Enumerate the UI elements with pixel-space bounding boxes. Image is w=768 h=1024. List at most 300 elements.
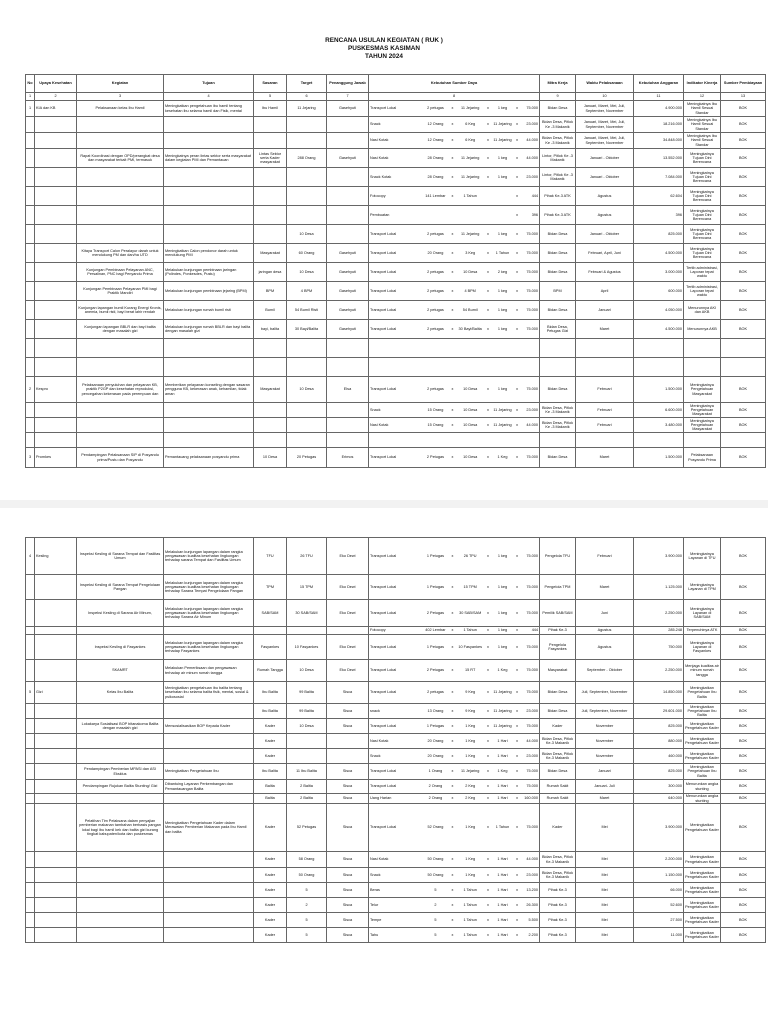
resource-qty-3: 1 keg bbox=[497, 106, 508, 111]
cell-target bbox=[287, 339, 327, 358]
cell-kegiatan bbox=[77, 913, 164, 928]
multiply-sign: x bbox=[451, 917, 454, 922]
multiply-sign: x bbox=[451, 753, 454, 758]
cell-upaya bbox=[35, 734, 77, 749]
cell-upaya bbox=[35, 627, 77, 635]
cell-indikator: Meningkatnya Layanan di SAB/SAM bbox=[684, 600, 721, 627]
cell-mitra-kerja: Bidan Desa, Pitlok Ke -3 Makanik bbox=[540, 117, 576, 133]
resource-item: Transport Lokal bbox=[370, 769, 397, 774]
cell-target: 10 Desa bbox=[287, 263, 327, 282]
table-row bbox=[26, 627, 766, 635]
multiply-sign: x bbox=[486, 422, 489, 427]
cell-target: 15 TPM bbox=[287, 575, 327, 600]
table-row bbox=[26, 913, 766, 928]
cell-indikator bbox=[684, 433, 721, 448]
column-header: Indikator Kinerja bbox=[684, 75, 721, 93]
table-row bbox=[26, 734, 766, 749]
table-row bbox=[26, 794, 766, 804]
cell-target: 10 Desa bbox=[287, 377, 327, 403]
cell-tujuan: Meningkatkan pengetahuan ibu hamil tentang kesehatan ibu selama hamil dan Fisik, mental bbox=[164, 101, 254, 117]
cell-waktu bbox=[576, 339, 634, 358]
column-header: Penanggung Jawab bbox=[327, 75, 369, 93]
resource-qty-1: 1 Petugas bbox=[426, 644, 444, 649]
resource-item: Transport Lokal bbox=[370, 288, 397, 293]
cell-mitra-kerja: Bidan Desa bbox=[540, 682, 576, 704]
cell-anggaran: 6.600.000 bbox=[634, 403, 684, 418]
cell-penanggung-jawab: Sisca bbox=[327, 928, 369, 943]
cell-indikator: Menurunnya AKB bbox=[684, 320, 721, 339]
table-row bbox=[26, 377, 766, 403]
cell-penanggung-jawab: Eko Dewi bbox=[327, 635, 369, 660]
resource-qty-1: 28 Orang bbox=[427, 155, 444, 160]
resource-qty-2: 1 Keg bbox=[465, 723, 476, 728]
cell-anggaran: 2.250.000 bbox=[634, 660, 684, 682]
cell-tujuan bbox=[164, 187, 254, 206]
document-subtitle-year: TAHUN 2024 bbox=[365, 53, 403, 60]
cell-tujuan: Meningkatkan Pengetahuan Ibu bbox=[164, 764, 254, 780]
cell-no bbox=[26, 804, 35, 852]
resource-qty-3: 1 keg bbox=[497, 155, 508, 160]
cell-no bbox=[26, 358, 35, 377]
multiply-sign: x bbox=[451, 784, 454, 789]
resource-breakdown bbox=[370, 270, 538, 274]
cell-upaya bbox=[35, 320, 77, 339]
multiply-sign: x bbox=[486, 138, 489, 143]
cell-target: 20 Petugas bbox=[287, 448, 327, 468]
cell-tujuan bbox=[164, 206, 254, 225]
cell-anggaran: 27.500 bbox=[634, 913, 684, 928]
column-number: 4 bbox=[164, 93, 254, 101]
resource-qty-1: 2 Petugas bbox=[426, 610, 444, 615]
resource-unit-cost: 75.000 bbox=[526, 307, 539, 312]
resource-unit-cost: 75.000 bbox=[526, 250, 539, 255]
cell-sasaran: TFU bbox=[254, 538, 287, 575]
resource-qty-3: 1 keg bbox=[497, 387, 508, 392]
resource-item: Fotocopy bbox=[370, 628, 386, 633]
cell-mitra-kerja: Lintor, Pitlok Ke -3 Makanik bbox=[540, 168, 576, 187]
cell-sasaran bbox=[254, 133, 287, 149]
cell-penanggung-jawab bbox=[327, 117, 369, 133]
resource-breakdown bbox=[370, 709, 538, 713]
cell-waktu: Mei bbox=[576, 913, 634, 928]
cell-mitra-kerja: Bidan Desa bbox=[540, 101, 576, 117]
cell-kegiatan: Inspeksi Kesling di Sarana Air Minum, bbox=[77, 600, 164, 627]
resource-qty-3: 1 Hari bbox=[497, 857, 508, 862]
cell-kebutuhan-sumber-daya bbox=[369, 868, 540, 883]
multiply-sign: x bbox=[486, 857, 489, 862]
cell-kegiatan bbox=[77, 433, 164, 448]
cell-tujuan: Melakukan kunjungan lapangan dalam rangka pengawasan kualitas kesehatan lingkungan terhadap Fasyankes bbox=[164, 635, 254, 660]
resource-qty-3: 1 Hari bbox=[497, 887, 508, 892]
cell-anggaran: 29.601.000 bbox=[634, 704, 684, 719]
resource-qty-3: 11 Jejaring bbox=[493, 708, 512, 713]
cell-tujuan: Meningkatkan Calon pendonor darah untuk mendukung PMI bbox=[164, 244, 254, 263]
cell-sasaran: Masyarakat bbox=[254, 244, 287, 263]
cell-upaya: Promkes bbox=[35, 448, 77, 468]
resource-qty-3: 1 Hari bbox=[497, 917, 508, 922]
cell-kegiatan bbox=[77, 358, 164, 377]
cell-no bbox=[26, 187, 35, 206]
resource-item: Transport Lokal bbox=[370, 690, 397, 695]
resource-qty-2: 1 Keg bbox=[465, 857, 476, 862]
cell-sasaran: Bumil bbox=[254, 301, 287, 320]
cell-kebutuhan-sumber-daya bbox=[369, 206, 540, 225]
multiply-sign: x bbox=[516, 610, 518, 615]
cell-target bbox=[287, 433, 327, 448]
resource-item: Transport Lokal bbox=[370, 106, 397, 111]
cell-no bbox=[26, 794, 35, 804]
document-subtitle-puskesmas: PUSKESMAS KASIMAN bbox=[347, 45, 421, 52]
cell-sumber: BOK bbox=[721, 377, 766, 403]
cell-waktu bbox=[576, 358, 634, 377]
cell-waktu: Januari bbox=[576, 301, 634, 320]
cell-kebutuhan-sumber-daya bbox=[369, 377, 540, 403]
resource-breakdown bbox=[370, 106, 538, 110]
resource-qty-3: 1 keg bbox=[497, 628, 508, 633]
multiply-sign: x bbox=[451, 138, 454, 143]
cell-target: 60 Orang bbox=[287, 244, 327, 263]
cell-upaya bbox=[35, 749, 77, 764]
multiply-sign: x bbox=[486, 644, 489, 649]
resource-breakdown bbox=[370, 918, 538, 922]
table-row bbox=[26, 883, 766, 898]
resource-breakdown bbox=[370, 825, 538, 829]
cell-penanggung-jawab: Sisca bbox=[327, 704, 369, 719]
resource-qty-2: 1 Tahun bbox=[463, 193, 477, 198]
multiply-sign: x bbox=[516, 193, 518, 198]
resource-unit-cost: 44.000 bbox=[526, 155, 539, 160]
resource-qty-3: 11 Jejaring bbox=[493, 422, 512, 427]
cell-anggaran: 13.552.000 bbox=[634, 149, 684, 168]
resource-qty-3: 1 Tahun bbox=[495, 250, 510, 255]
cell-no bbox=[26, 734, 35, 749]
resource-breakdown bbox=[370, 232, 538, 236]
cell-mitra-kerja: Kader bbox=[540, 719, 576, 734]
cell-sumber: BOK bbox=[721, 133, 766, 149]
cell-target bbox=[287, 358, 327, 377]
cell-waktu: Maret bbox=[576, 320, 634, 339]
cell-tujuan bbox=[164, 225, 254, 244]
multiply-sign: x bbox=[486, 231, 489, 236]
cell-no bbox=[26, 403, 35, 418]
resource-item: Nasi Kotak bbox=[370, 138, 389, 143]
cell-kegiatan bbox=[77, 734, 164, 749]
cell-upaya bbox=[35, 719, 77, 734]
cell-mitra-kerja: Pihak Ke-3 ATK bbox=[540, 206, 576, 225]
cell-sasaran: Kader bbox=[254, 804, 287, 852]
resource-unit-cost: 396 bbox=[531, 212, 539, 217]
resource-qty-1: 50 Orang bbox=[427, 857, 444, 862]
resource-item: Snack bbox=[370, 122, 381, 127]
cell-mitra-kerja: Bidan Desa, Pitlok Ke-3 Makanik bbox=[540, 868, 576, 883]
cell-no bbox=[26, 852, 35, 868]
cell-no bbox=[26, 301, 35, 320]
cell-target: 2 Balita bbox=[287, 794, 327, 804]
resource-unit-cost: 44.000 bbox=[526, 738, 539, 743]
table-row bbox=[26, 704, 766, 719]
cell-sasaran: Rumah Tangga bbox=[254, 660, 287, 682]
cell-tujuan bbox=[164, 403, 254, 418]
cell-tujuan bbox=[164, 749, 254, 764]
cell-mitra-kerja: Pengelola TFU bbox=[540, 538, 576, 575]
cell-upaya bbox=[35, 764, 77, 780]
cell-penanggung-jawab: Sisca bbox=[327, 764, 369, 780]
cell-kegiatan bbox=[77, 168, 164, 187]
multiply-sign: x bbox=[451, 644, 454, 649]
resource-qty-1: 20 Orang bbox=[427, 753, 444, 758]
cell-mitra-kerja: Pihak Ke-3 bbox=[540, 883, 576, 898]
cell-anggaran: 11.000 bbox=[634, 928, 684, 943]
cell-penanggung-jawab bbox=[327, 749, 369, 764]
cell-waktu: Mei bbox=[576, 898, 634, 913]
cell-penanggung-jawab: Gasehyuti bbox=[327, 320, 369, 339]
resource-breakdown bbox=[370, 213, 538, 217]
cell-upaya bbox=[35, 339, 77, 358]
cell-target bbox=[287, 749, 327, 764]
multiply-sign: x bbox=[516, 122, 518, 127]
cell-anggaran: 1.500.000 bbox=[634, 448, 684, 468]
cell-target: 5 bbox=[287, 913, 327, 928]
column-number: 5 bbox=[254, 93, 287, 101]
cell-indikator: Meningkatnya Ibu Hamil Sesuai Standar bbox=[684, 101, 721, 117]
resource-item: Transport Lokal bbox=[370, 231, 397, 236]
cell-target: 5 bbox=[287, 928, 327, 943]
cell-no bbox=[26, 704, 35, 719]
resource-breakdown bbox=[370, 796, 538, 800]
cell-anggaran bbox=[634, 358, 684, 377]
cell-sasaran: Ibu Balita bbox=[254, 764, 287, 780]
resource-qty-2: 11 Jejaring bbox=[461, 106, 480, 111]
resource-unit-cost: 44.000 bbox=[526, 422, 539, 427]
cell-sumber bbox=[721, 433, 766, 448]
cell-mitra-kerja: Bidan Desa bbox=[540, 225, 576, 244]
multiply-sign: x bbox=[516, 769, 518, 774]
cell-waktu: Mei bbox=[576, 852, 634, 868]
cell-anggaran: 300.000 bbox=[634, 780, 684, 794]
cell-kebutuhan-sumber-daya bbox=[369, 282, 540, 301]
cell-kebutuhan-sumber-daya bbox=[369, 749, 540, 764]
cell-sasaran: Ibu Balita bbox=[254, 704, 287, 719]
cell-kegiatan: Pelaksanaan penyuluhan dan pelayanan KB, praktik P2GP dan kesehatan reproduksi, pencegahan kekerasan pada perempuan dan bbox=[77, 377, 164, 403]
cell-sumber: BOK bbox=[721, 852, 766, 868]
multiply-sign: x bbox=[486, 887, 489, 892]
cell-penanggung-jawab: Gasehyuti bbox=[327, 101, 369, 117]
cell-upaya bbox=[35, 704, 77, 719]
resource-qty-3: 1 Keg bbox=[497, 668, 508, 673]
resource-qty-1: 13 Orang bbox=[427, 708, 444, 713]
cell-sasaran bbox=[254, 627, 287, 635]
resource-qty-3: 1 keg bbox=[497, 326, 508, 331]
multiply-sign: x bbox=[486, 917, 489, 922]
cell-penanggung-jawab: Gasehyuti bbox=[327, 282, 369, 301]
resource-breakdown bbox=[370, 611, 538, 615]
resource-breakdown bbox=[370, 194, 538, 198]
resource-qty-2: 1 Tahun bbox=[463, 628, 477, 633]
resource-breakdown bbox=[370, 423, 538, 427]
table-row bbox=[26, 600, 766, 627]
cell-upaya bbox=[35, 852, 77, 868]
resource-unit-cost: 75.000 bbox=[526, 769, 539, 774]
resource-item: Transport Lokal bbox=[370, 610, 397, 615]
cell-tujuan bbox=[164, 133, 254, 149]
resource-unit-cost: 75.000 bbox=[526, 690, 539, 695]
cell-sumber: BOK bbox=[721, 780, 766, 794]
cell-no bbox=[26, 117, 35, 133]
resource-item: Transport Lokal bbox=[370, 269, 397, 274]
cell-waktu: Februari bbox=[576, 377, 634, 403]
multiply-sign: x bbox=[516, 269, 518, 274]
cell-anggaran: 66.000 bbox=[634, 883, 684, 898]
resource-qty-3: 11 Jejaring bbox=[493, 690, 512, 695]
resource-qty-2: 11 Jejaring bbox=[461, 769, 480, 774]
table-row bbox=[26, 538, 766, 575]
resource-item: Nasi Kotak bbox=[370, 857, 389, 862]
multiply-sign: x bbox=[486, 155, 489, 160]
resource-breakdown bbox=[370, 251, 538, 255]
resource-unit-cost: 444 bbox=[531, 628, 539, 633]
cell-kebutuhan-sumber-daya bbox=[369, 225, 540, 244]
cell-mitra-kerja: Rumah Sakit bbox=[540, 794, 576, 804]
column-header: Kebutuhan Sumber Daya bbox=[369, 75, 540, 93]
cell-mitra-kerja: Bidan Desa, Pitlok Ke -3 Makanik bbox=[540, 133, 576, 149]
cell-penanggung-jawab: Gasehyuti bbox=[327, 301, 369, 320]
cell-target bbox=[287, 187, 327, 206]
resource-breakdown bbox=[370, 888, 538, 892]
multiply-sign: x bbox=[486, 407, 489, 412]
resource-qty-1: 5 bbox=[434, 932, 437, 937]
resource-breakdown bbox=[370, 857, 538, 861]
table-row bbox=[26, 149, 766, 168]
cell-penanggung-jawab: Eko Dewi bbox=[327, 600, 369, 627]
cell-anggaran: 600.000 bbox=[634, 282, 684, 301]
multiply-sign: x bbox=[486, 553, 489, 558]
resource-qty-3: 1 keg bbox=[497, 584, 508, 589]
resource-item: Tahu bbox=[370, 932, 379, 937]
resource-qty-2: 10 Desa bbox=[463, 269, 478, 274]
cell-no bbox=[26, 418, 35, 433]
cell-mitra-kerja: Bidan Desa bbox=[540, 301, 576, 320]
multiply-sign: x bbox=[516, 138, 518, 143]
cell-kegiatan: Pelaksanaan kelas Ibu Hamil bbox=[77, 101, 164, 117]
resource-qty-2: 11 Jejaring bbox=[461, 155, 480, 160]
resource-unit-cost: 13.200 bbox=[526, 887, 539, 892]
resource-breakdown bbox=[370, 873, 538, 877]
table-row bbox=[26, 101, 766, 117]
cell-tujuan bbox=[164, 794, 254, 804]
column-header: Waktu Pelaksanaan bbox=[576, 75, 634, 93]
cell-upaya bbox=[35, 660, 77, 682]
multiply-sign: x bbox=[451, 708, 454, 713]
column-number: 11 bbox=[634, 93, 684, 101]
cell-anggaran bbox=[634, 339, 684, 358]
resource-qty-2: 1 Tahun bbox=[463, 902, 477, 907]
cell-sumber bbox=[721, 358, 766, 377]
cell-anggaran: 4.500.000 bbox=[634, 320, 684, 339]
cell-sumber: BOK bbox=[721, 403, 766, 418]
multiply-sign: x bbox=[451, 553, 454, 558]
cell-penanggung-jawab: Elsa bbox=[327, 377, 369, 403]
cell-penanggung-jawab: Sisca bbox=[327, 852, 369, 868]
multiply-sign: x bbox=[516, 723, 518, 728]
cell-kebutuhan-sumber-daya bbox=[369, 301, 540, 320]
cell-mitra-kerja: Masyarakat bbox=[540, 660, 576, 682]
cell-kegiatan: Pendampingan Pemberian MPASI dan ASI Eksklus bbox=[77, 764, 164, 780]
resource-qty-2: 15 RT bbox=[465, 668, 476, 673]
cell-upaya bbox=[35, 635, 77, 660]
resource-qty-2: 10 Desa bbox=[463, 455, 478, 460]
multiply-sign: x bbox=[451, 690, 454, 695]
resource-unit-cost: 75.000 bbox=[526, 784, 539, 789]
cell-penanggung-jawab bbox=[327, 403, 369, 418]
cell-kegiatan: Pendampingan Rujukan Balita Stunting/ Gizi bbox=[77, 780, 164, 794]
resource-breakdown bbox=[370, 668, 538, 672]
cell-waktu: September - Oktober bbox=[576, 660, 634, 682]
cell-anggaran: 3.000.000 bbox=[634, 263, 684, 282]
cell-tujuan bbox=[164, 704, 254, 719]
cell-target: 99 Balita bbox=[287, 682, 327, 704]
resource-qty-1: 1 Orang bbox=[428, 769, 443, 774]
cell-sasaran bbox=[254, 168, 287, 187]
cell-kebutuhan-sumber-daya bbox=[369, 187, 540, 206]
cell-sasaran: Kader bbox=[254, 898, 287, 913]
cell-sumber: BOK bbox=[721, 883, 766, 898]
cell-tujuan: Meningkatkan Pengetahuan Kader dalam Merawatan Pemberian Makanan pada Ibu Hamil dan balita bbox=[164, 804, 254, 852]
resource-breakdown bbox=[370, 289, 538, 293]
cell-upaya bbox=[35, 263, 77, 282]
cell-mitra-kerja: Rumah Sakit bbox=[540, 780, 576, 794]
cell-indikator: Meningkatnya Tujuan Dini Berencana bbox=[684, 168, 721, 187]
resource-qty-1: 2 petugas bbox=[427, 690, 444, 695]
multiply-sign: x bbox=[451, 887, 454, 892]
cell-kegiatan: Kunjungan Pembinaan Pelayanan PMI bagi Praktik Mandiri bbox=[77, 282, 164, 301]
cell-tujuan bbox=[164, 852, 254, 868]
resource-qty-1: 15 Orang bbox=[427, 407, 444, 412]
cell-anggaran: 3.480.000 bbox=[634, 418, 684, 433]
cell-indikator: Meningkatnya Tujuan Dini Berencana bbox=[684, 206, 721, 225]
cell-kegiatan bbox=[77, 206, 164, 225]
resource-qty-2: 10 Desa bbox=[463, 387, 478, 392]
cell-tujuan bbox=[164, 928, 254, 943]
cell-sumber: BOK bbox=[721, 749, 766, 764]
resource-unit-cost: 2.200 bbox=[528, 932, 539, 937]
resource-item: Transport Lokal bbox=[370, 250, 397, 255]
resource-qty-1: 2 petugas bbox=[427, 387, 444, 392]
multiply-sign: x bbox=[451, 407, 454, 412]
cell-kegiatan bbox=[77, 133, 164, 149]
cell-upaya bbox=[35, 149, 77, 168]
cell-indikator: Meningkatnya Pengetahuan Masyarakat bbox=[684, 377, 721, 403]
resource-breakdown bbox=[370, 690, 538, 694]
cell-waktu: Februari & Agustus bbox=[576, 263, 634, 282]
cell-sasaran bbox=[254, 187, 287, 206]
cell-indikator: Meningkatnya Tujuan Dini Berencana bbox=[684, 244, 721, 263]
cell-mitra-kerja: Lintor, Pitlok Ke -3 Makanik bbox=[540, 149, 576, 168]
table-row bbox=[26, 187, 766, 206]
resource-qty-2: 3 Keg bbox=[465, 250, 476, 255]
cell-target bbox=[287, 627, 327, 635]
table-row bbox=[26, 635, 766, 660]
cell-no bbox=[26, 282, 35, 301]
cell-sumber: BOK bbox=[721, 263, 766, 282]
cell-target bbox=[287, 168, 327, 187]
table-row bbox=[26, 225, 766, 244]
multiply-sign: x bbox=[451, 769, 454, 774]
cell-kebutuhan-sumber-daya bbox=[369, 780, 540, 794]
page-separator bbox=[0, 500, 768, 508]
cell-kebutuhan-sumber-daya bbox=[369, 244, 540, 263]
cell-sumber: BOK bbox=[721, 418, 766, 433]
cell-kegiatan bbox=[77, 339, 164, 358]
